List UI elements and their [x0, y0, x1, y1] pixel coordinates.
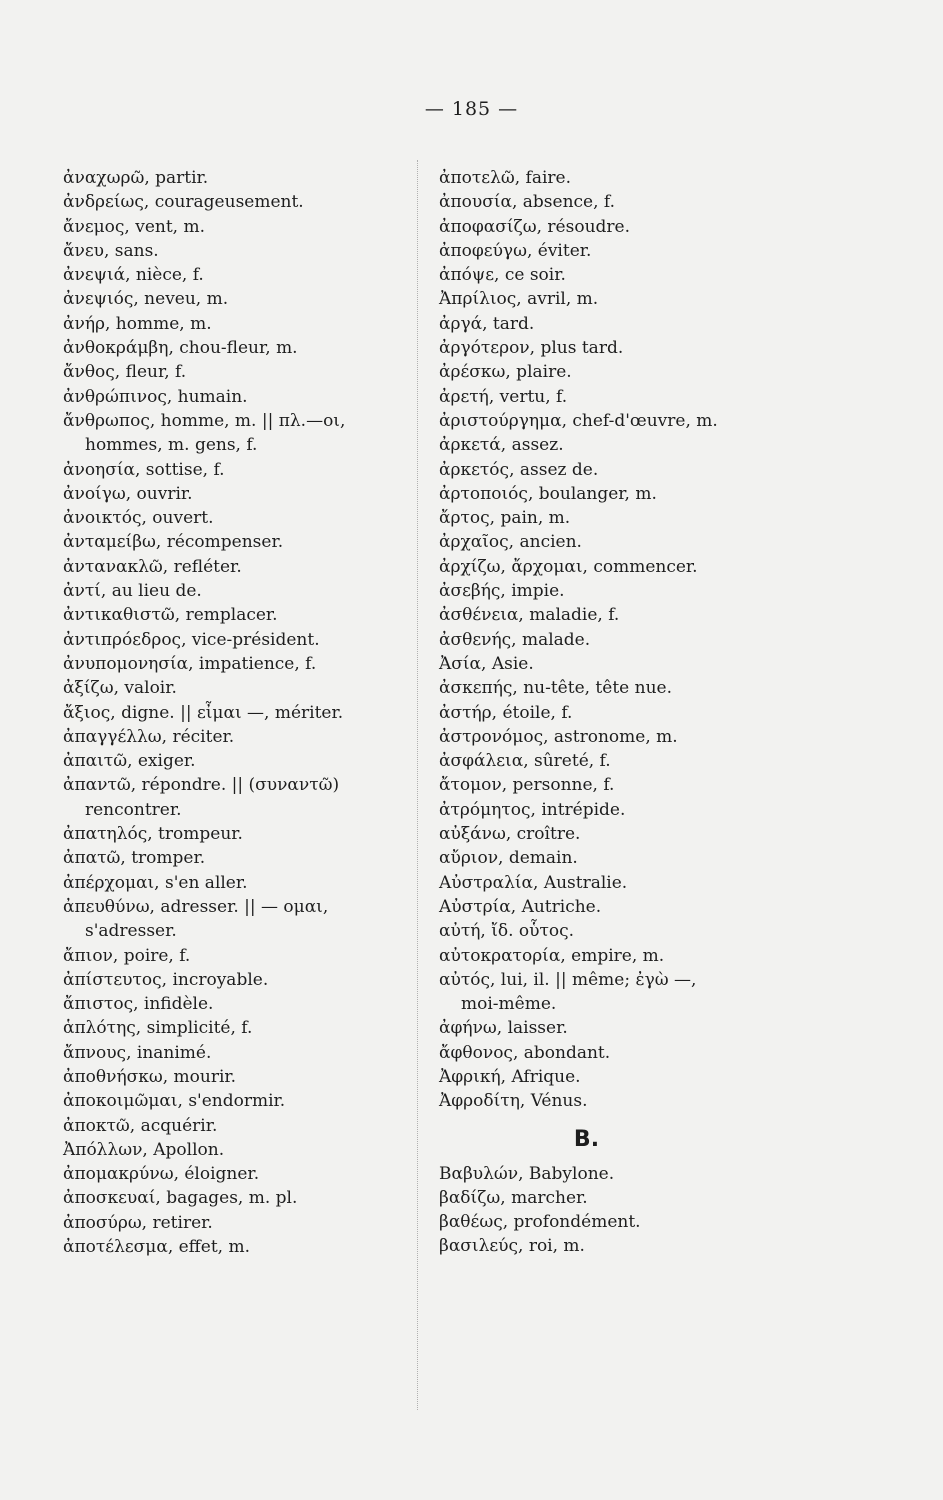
dictionary-entry: ἀρχαῖος, ancien.	[439, 532, 582, 553]
dictionary-entry: ἀποκοιμῶμαι, s'endormir.	[63, 1091, 286, 1112]
dictionary-entry: ἀπατηλός, trompeur.	[63, 824, 243, 845]
dictionary-entry: ἀπουσία, absence, f.	[439, 192, 616, 213]
dictionary-entry: ἀρκετός, assez de.	[439, 459, 599, 480]
dictionary-entry: ἀναχωρῶ, partir.	[63, 168, 209, 188]
dictionary-entry: αὐτοκρατορία, empire, m.	[439, 945, 665, 966]
section-letter-b: B.	[573, 1126, 600, 1152]
dictionary-entry: ἀρχίζω, ἄρχομαι, commencer.	[439, 556, 698, 577]
page-number: — 185 —	[424, 98, 519, 120]
dictionary-entry: ἀπαντῶ, répondre. || (συναντῶ)	[63, 775, 340, 796]
dictionary-entry: ἀρκετά, assez.	[439, 435, 564, 456]
dictionary-entry: ἀσκεπής, nu-tête, tête nue.	[439, 678, 672, 699]
dictionary-entry: ἀποθνήσκω, mourir.	[63, 1066, 237, 1087]
dictionary-entry: ἀπόψε, ce soir.	[439, 265, 566, 286]
dictionary-entry: ἀφήνω, laisser.	[439, 1018, 568, 1039]
dictionary-entry: ἀσθενής, malade.	[439, 629, 591, 650]
dictionary-entry: αὐτός, lui, il. || même; ἐγὼ —,	[439, 969, 697, 990]
dictionary-entry: ἀνθοκράμβη, chou-fleur, m.	[63, 338, 298, 359]
dictionary-entry: ἀνταμείβω, récompenser.	[63, 532, 284, 553]
dictionary-entry: ἀστρονόμος, astronome, m.	[439, 726, 678, 747]
dictionary-entry: ἄνθρωπος, homme, m. || πλ.—οι,	[63, 410, 346, 431]
dictionary-entry-continuation: s'adresser.	[85, 921, 177, 942]
dictionary-entry: ἀνοίγω, ouvrir.	[63, 483, 193, 504]
dictionary-entry: ἀτρόμητος, intrépide.	[439, 799, 626, 820]
dictionary-entry: ἀργά, tard.	[439, 313, 535, 334]
dictionary-entry: ἀστήρ, étoile, f.	[439, 702, 573, 723]
dictionary-entry: Αὐστραλία, Australie.	[439, 872, 628, 893]
dictionary-entry: Ἀφροδίτη, Vénus.	[439, 1091, 588, 1112]
dictionary-entry: Βαβυλών, Babylone.	[439, 1163, 615, 1184]
dictionary-entry: ἀρτοποιός, boulanger, m.	[439, 483, 657, 504]
dictionary-entry: ἄνεμος, vent, m.	[63, 216, 206, 237]
dictionary-entry: ἄνθος, fleur, f.	[63, 362, 187, 383]
dictionary-entry: ἀποσκευαί, bagages, m. pl.	[63, 1188, 298, 1209]
dictionary-entry: ἀνυπομονησία, impatience, f.	[63, 653, 317, 674]
column-divider	[417, 160, 419, 1410]
dictionary-entry: βαδίζω, marcher.	[439, 1187, 588, 1208]
dictionary-entry: ἄξιος, digne. || εἶμαι —, mériter.	[63, 702, 344, 723]
dictionary-entry: ἀντιπρόεδρος, vice-président.	[63, 629, 320, 650]
dictionary-entry: ἄτομον, personne, f.	[439, 775, 615, 796]
dictionary-entry: ἀνοησία, sottise, f.	[63, 459, 225, 480]
dictionary-entry: Ἀπρίλιος, avril, m.	[439, 289, 599, 310]
dictionary-entry: ἀριστούργημα, chef-d'œuvre, m.	[439, 410, 718, 431]
dictionary-entry: ἀποτελῶ, faire.	[439, 168, 571, 188]
dictionary-entry: ἀσθένεια, maladie, f.	[439, 605, 620, 626]
dictionary-entry: ἄρτος, pain, m.	[439, 508, 571, 529]
dictionary-entry-continuation: hommes, m. gens, f.	[85, 435, 258, 456]
dictionary-entry: ἄπιστος, infidèle.	[63, 994, 214, 1015]
dictionary-entry: ἀσεβής, impie.	[439, 581, 565, 602]
dictionary-entry: ἀνοικτός, ouvert.	[63, 508, 214, 529]
dictionary-entry: ἀποκτῶ, acquérir.	[63, 1115, 218, 1136]
dictionary-entry: ἀνεψιός, neveu, m.	[63, 289, 229, 310]
dictionary-entry: ἁπλότης, simplicité, f.	[63, 1018, 253, 1039]
dictionary-entry: ἀργότερον, plus tard.	[439, 338, 624, 359]
dictionary-entry: ἀντανακλῶ, refléter.	[63, 556, 242, 577]
dictionary-entry: ἀντί, au lieu de.	[63, 581, 202, 602]
dictionary-entry: αὐξάνω, croître.	[439, 824, 581, 845]
dictionary-entry: ἀρέσκω, plaire.	[439, 362, 572, 383]
dictionary-entry: ἀνθρώπινος, humain.	[63, 386, 248, 407]
dictionary-entry: Αὐστρία, Autriche.	[439, 896, 602, 917]
dictionary-entry: ἀσφάλεια, sûreté, f.	[439, 751, 611, 772]
dictionary-entry: αὐτή, ἴδ. οὗτος.	[439, 921, 575, 942]
dictionary-entry: ἀπαγγέλλω, réciter.	[63, 726, 235, 747]
dictionary-entry: ἀνεψιά, nièce, f.	[63, 265, 204, 286]
dictionary-entry: ἀπατῶ, tromper.	[63, 848, 206, 869]
dictionary-entry: Ἀσία, Asie.	[439, 653, 534, 674]
dictionary-entry: ἀνδρείως, courageusement.	[63, 192, 304, 213]
dictionary-entry: ἀποφασίζω, résoudre.	[439, 216, 630, 237]
dictionary-entry: ἀπέρχομαι, s'en aller.	[63, 872, 248, 893]
dictionary-entry: ἀξίζω, valoir.	[63, 678, 177, 699]
left-column	[63, 166, 408, 1259]
dictionary-entry: ἀποφεύγω, éviter.	[439, 240, 592, 261]
dictionary-entry: Ἀφρική, Afrique.	[439, 1066, 581, 1087]
dictionary-entry: ἀποτέλεσμα, effet, m.	[63, 1237, 250, 1258]
dictionary-entry: ἄπιον, poire, f.	[63, 945, 191, 966]
dictionary-entry: ἀπομακρύνω, éloigner.	[63, 1164, 260, 1185]
dictionary-entry-continuation: moi-même.	[461, 994, 557, 1015]
dictionary-entry: ἀρετή, vertu, f.	[439, 386, 568, 407]
dictionary-entry: ἄνευ, sans.	[63, 240, 159, 261]
dictionary-entry: ἀπίστευτος, incroyable.	[63, 969, 269, 990]
dictionary-entry: ἀπαιτῶ, exiger.	[63, 751, 196, 772]
dictionary-entry: αὔριον, demain.	[439, 848, 578, 869]
dictionary-entry: Ἀπόλλων, Apollon.	[63, 1139, 225, 1160]
dictionary-entry: ἀποσύρω, retirer.	[63, 1212, 213, 1233]
dictionary-entry: βασιλεύς, roi, m.	[439, 1236, 585, 1257]
dictionary-entry: ἄπνους, inanimé.	[63, 1042, 212, 1063]
dictionary-entry-continuation: rencontrer.	[85, 799, 182, 820]
right-column	[439, 166, 814, 1259]
dictionary-entry: ἄφθονος, abondant.	[439, 1042, 611, 1063]
dictionary-entry: ἀντικαθιστῶ, remplacer.	[63, 605, 278, 626]
dictionary-entry: ἀπευθύνω, adresser. || — ομαι,	[63, 896, 329, 917]
dictionary-entry: ἀνήρ, homme, m.	[63, 313, 212, 334]
dictionary-entry: βαθέως, profondément.	[439, 1212, 641, 1233]
